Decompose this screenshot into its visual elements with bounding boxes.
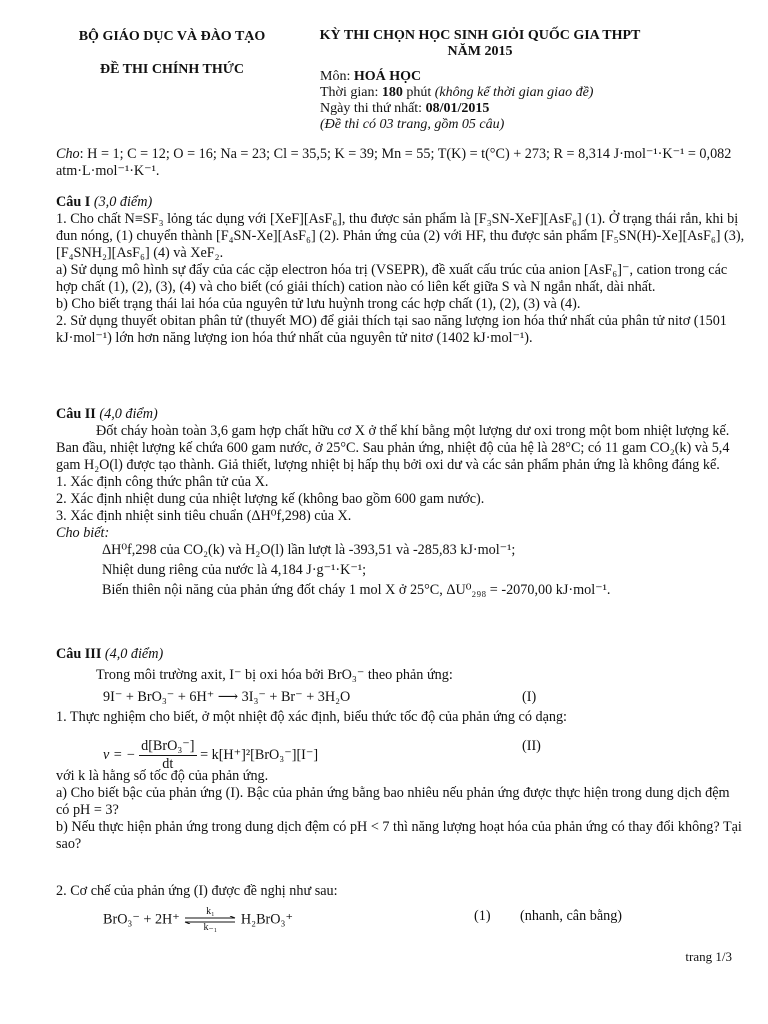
time-label: Thời gian: <box>320 85 382 100</box>
q3-title: Câu III <box>56 646 102 662</box>
q3-k-note: với k là hằng số tốc độ của phản ứng. <box>56 768 269 784</box>
mechanism-right: H₂BrO₃⁺ <box>240 911 293 928</box>
q2-intro: Đốt cháy hoàn toàn 3,6 gam hợp chất hữu cơ X ở thể khí bằng một lượng dư oxi trong một bom nhiệt lượng kế. Ban đầu, nhiệt lượng kế chứa 600 gam nước, ở 25°C. Sau phản ứng, nhiệt độ của hệ là 28°C; có 11 gam CO₂(k) và 5,4 gam H₂O(l) được tạo thành. Giả thiết, lượng nhiệt bị hấp thụ bởi oxi dư và các sản phẩm phản ứng là không đáng kể. <box>56 423 730 473</box>
q1-points: (3,0 điểm) <box>90 194 153 210</box>
time-value: 180 <box>381 85 403 100</box>
time-unit: phút <box>402 85 435 100</box>
rate-law <box>56 728 746 772</box>
q2-given2: Nhiệt dung riêng của nước là 4,184 J·g⁻¹·K⁻¹; <box>102 562 367 578</box>
q1-part1: 1. Cho chất N≡SF₃ lỏng tác dụng với [XeF][AsF₆], thu được sản phẩm là [F₃SN-XeF][AsF₆] (1). Ở trạng thái rắn, khi bị đun nóng, (1) chuyển thành [F₄SN-Xe][AsF₆] (2). Phản ứng của (2) với HF, thu được sản phẩm [F₅SN(H)-Xe][AsF₆] (3), [F₄SNH₂][AsF₆] (4) và XeF₂. <box>56 211 745 261</box>
given-label: Cho <box>56 146 80 162</box>
mechanism-note: (nhanh, cân bằng) <box>520 908 623 924</box>
q3-part1: 1. Thực nghiệm cho biết, ở một nhiệt độ xác định, biểu thức tốc độ của phản ứng có dạng: <box>56 709 567 725</box>
equation-I <box>56 689 746 709</box>
q1-part-a: a) Sử dụng mô hình sự đẩy của các cặp electron hóa trị (VSEPR), đề xuất cấu trúc của anion [AsF₆]⁻, cation trong các hợp chất (1), (2), (3), (4) và cho biết (có giải thích) cation nào có liên kết giữa S và N ngắn nhất, dài nhất. <box>56 262 728 295</box>
date-value: 08/01/2015 <box>425 101 490 116</box>
exam-year: NĂM 2015 <box>447 44 513 59</box>
q2-given-label: Cho biết: <box>56 525 110 541</box>
q2-item1: 1. Xác định công thức phân tử của X. <box>56 474 269 490</box>
q2-item2: 2. Xác định nhiệt dung của nhiệt lượng kế (không bao gồm 600 gam nước). <box>56 491 485 507</box>
q3-intro: Trong môi trường axit, I⁻ bị oxi hóa bởi BrO₃⁻ theo phản ứng: <box>96 667 453 683</box>
question-1 <box>56 194 746 347</box>
k1-label: k₁ <box>206 906 215 917</box>
question-3 <box>56 646 746 933</box>
mechanism-step-1 <box>56 904 746 933</box>
given-text: : H = 1; C = 12; O = 16; Na = 23; Cl = 35,5; K = 39; Mn = 55; T(K) = t(°C) + 273; R = 8,314 J·mol⁻¹·K⁻¹ = 0,082 atm·L·mol⁻¹·K⁻¹. <box>56 146 732 179</box>
q2-item3: 3. Xác định nhiệt sinh tiêu chuẩn (ΔH⁰f,298) của X. <box>56 508 352 524</box>
rate-fraction <box>139 738 196 773</box>
subject: HOÁ HỌC <box>353 69 422 84</box>
q2-given3: Biến thiên nội năng của phản ứng đốt cháy 1 mol X ở 25°C, ΔU⁰₂₉₈ = -2070,00 kJ·mol⁻¹. <box>102 582 611 598</box>
q1-part2: 2. Sử dụng thuyết obitan phân tử (thuyết MO) để giải thích tại sao năng lượng ion hóa thứ nhất của phân tử nitơ (1501 kJ·mol⁻¹) lớn hơn năng lượng ion hóa thứ nhất của nguyên tử nitơ (1402 kJ·mol⁻¹). <box>56 313 727 346</box>
q1-part-b: b) Cho biết trạng thái lai hóa của nguyên tử lưu huỳnh trong các hợp chất (1), (2), (3) và (4). <box>56 296 581 312</box>
q2-points: (4,0 điểm) <box>95 406 158 422</box>
equilibrium-arrow-icon <box>183 908 237 932</box>
subject-label: Môn: <box>320 69 354 84</box>
q3-part-a: a) Cho biết bậc của phản ứng (I). Bậc của phản ứng bằng bao nhiêu nếu phản ứng được thực hiện trong dung dịch đệm có pH = 3? <box>56 785 730 818</box>
header-right <box>290 28 670 133</box>
question-2 <box>56 406 746 599</box>
page-number: trang 1/3 <box>685 949 732 964</box>
exam-meta <box>320 69 670 133</box>
time-note: (không kể thời gian giao đề) <box>434 85 594 100</box>
exam-title: KỲ THI CHỌN HỌC SINH GIỎI QUỐC GIA THPT <box>319 28 641 43</box>
mechanism-number: (1) <box>474 908 491 924</box>
official-label: ĐỀ THI CHÍNH THỨC <box>99 62 245 77</box>
rate-denominator: dt <box>162 756 174 772</box>
date-label: Ngày thi thứ nhất: <box>320 101 426 116</box>
rate-numerator: d[BrO₃⁻] <box>141 738 195 754</box>
given-constants <box>56 146 746 180</box>
ministry-name: BỘ GIÁO DỤC VÀ ĐÀO TẠO <box>78 29 266 44</box>
q3-points: (4,0 điểm) <box>101 646 164 662</box>
k-minus1-label: k₋₁ <box>203 922 218 933</box>
q3-part-b: b) Nếu thực hiện phản ứng trong dung dịch đệm có pH < 7 thì năng lượng hoạt hóa của phản ứng có thay đổi không? Tại sao? <box>56 819 742 852</box>
rate-right: = k[H⁺]²[BrO₃⁻][I⁻] <box>196 746 319 763</box>
q3-part2: 2. Cơ chế của phản ứng (I) được đề nghị như sau: <box>56 883 338 899</box>
q2-title: Câu II <box>56 406 96 422</box>
q1-title: Câu I <box>56 194 91 210</box>
rate-left: v = − <box>103 746 136 763</box>
header-left <box>62 28 282 78</box>
q2-given1: ΔH⁰f,298 của CO₂(k) và H₂O(l) lần lượt là -393,51 và -285,83 kJ·mol⁻¹; <box>102 542 516 558</box>
equation-II-number: (II) <box>522 738 541 754</box>
pages-note: (Đề thi có 03 trang, gồm 05 câu) <box>320 117 505 132</box>
equation-I-number: (I) <box>522 689 537 705</box>
mechanism-left: BrO₃⁻ + 2H⁺ <box>103 911 180 928</box>
equation-I-text: 9I⁻ + BrO₃⁻ + 6H⁺ ⟶ 3I₃⁻ + Br⁻ + 3H₂O <box>103 689 351 705</box>
